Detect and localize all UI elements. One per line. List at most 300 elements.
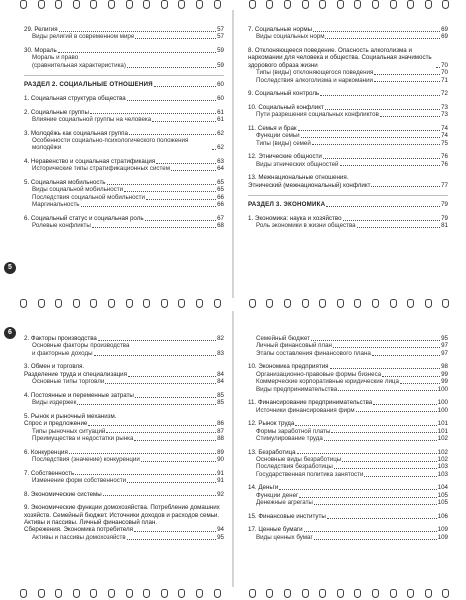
entry-title: Пути разрешения социальных конфликтов — [256, 111, 379, 119]
page-number: 79 — [441, 201, 448, 209]
entry-title: Виды этнических общностей — [256, 160, 339, 168]
page-number: 81 — [441, 222, 448, 230]
binding-ring — [143, 299, 150, 308]
toc-entry — [24, 130, 224, 137]
toc-column-bottom-left — [24, 335, 224, 547]
entry-title: Сбережения. Экономика потребителя — [24, 526, 133, 534]
toc-entry — [24, 470, 224, 477]
entry-title: 2. Факторы производства — [24, 335, 97, 342]
page-number: 70 — [441, 69, 448, 77]
dot-leader — [135, 38, 216, 39]
toc-group — [24, 392, 224, 407]
toc-subentry — [24, 435, 224, 442]
binding-ring — [407, 299, 414, 308]
dot-leader — [69, 453, 216, 454]
page-number-badge-top: 5 — [4, 262, 16, 274]
toc-subentry — [248, 132, 448, 139]
toc-entry — [24, 392, 224, 399]
toc-subentry — [248, 222, 448, 229]
page-number: 100 — [437, 406, 448, 414]
binding-ring — [302, 299, 309, 308]
entry-title: (сравнительная характеристика) — [32, 61, 126, 69]
entry-title: Типы (виды) отклоняющегося поведения — [256, 69, 374, 77]
binding-ring — [319, 0, 326, 9]
page-number: 101 — [437, 427, 448, 435]
dot-leader — [325, 109, 440, 110]
entry-title: Последствия (значение) конкуренции — [32, 456, 140, 464]
dot-leader — [90, 113, 216, 114]
page-number: 65 — [217, 186, 224, 194]
toc-group — [24, 158, 224, 173]
toc-group — [248, 104, 448, 119]
binding-ring — [319, 589, 326, 598]
page-number: 103 — [437, 470, 448, 478]
dot-leader — [311, 340, 440, 341]
binding-ring — [372, 589, 379, 598]
binding-ring — [196, 299, 203, 308]
binding-ring — [73, 299, 80, 308]
binding-ring — [161, 299, 168, 308]
entry-title: Виды ценных бумаг — [256, 533, 313, 541]
page-number: 60 — [217, 95, 224, 102]
toc-group — [248, 484, 448, 506]
page-number: 57 — [217, 26, 224, 33]
binding-ring — [337, 299, 344, 308]
dot-leader — [105, 383, 216, 384]
binding-ring — [38, 0, 45, 9]
dot-leader — [373, 404, 436, 405]
entry-title: Этапы составления финансового плана — [256, 349, 371, 357]
page-number: 61 — [217, 116, 224, 123]
entry-title: 6. Конкуренция — [24, 448, 68, 456]
toc-subentry — [24, 201, 224, 208]
binding-ring — [425, 0, 432, 9]
dot-leader — [312, 144, 440, 145]
toc-entry — [248, 26, 448, 33]
dot-leader — [357, 227, 441, 228]
page-gutter-bottom — [232, 311, 234, 587]
spiral-binding-middle — [0, 299, 466, 309]
dot-leader — [342, 461, 436, 462]
binding-ring — [319, 299, 326, 308]
binding-ring — [196, 0, 203, 9]
toc-group — [248, 215, 448, 230]
toc-subentry — [24, 186, 224, 193]
toc-entry — [248, 420, 448, 427]
entry-title: Формы заработной платы — [256, 427, 331, 435]
page-number: 109 — [437, 533, 448, 541]
dot-leader — [343, 220, 441, 221]
section-rule — [248, 195, 448, 196]
page-number: 66 — [217, 193, 224, 201]
toc-subentry — [248, 378, 448, 385]
dot-leader — [171, 170, 216, 171]
toc-entry — [248, 215, 448, 222]
dot-leader — [127, 67, 216, 68]
toc-group — [248, 174, 448, 189]
page-number: 105 — [437, 491, 448, 499]
page-number: 74 — [441, 124, 448, 132]
page-number: 97 — [441, 349, 448, 357]
page-number: 99 — [441, 370, 448, 378]
toc-subentry — [24, 194, 224, 201]
toc-entry — [24, 26, 224, 33]
dot-leader — [364, 476, 436, 477]
toc-group — [24, 491, 224, 498]
toc-entry — [24, 420, 224, 427]
dot-leader — [103, 495, 216, 496]
dot-leader — [325, 38, 440, 39]
binding-ring — [372, 0, 379, 9]
dot-leader — [134, 440, 216, 441]
toc-group — [24, 179, 224, 209]
toc-subentry — [24, 222, 224, 229]
binding-ring — [337, 589, 344, 598]
entry-title: Последствия алкоголизма и наркомании — [256, 76, 373, 84]
toc-group — [24, 95, 224, 102]
dot-leader — [127, 539, 216, 540]
toc-group — [24, 109, 224, 124]
toc-group — [24, 335, 224, 357]
dot-leader — [127, 100, 216, 101]
toc-column-top-left — [24, 26, 224, 236]
toc-entry — [248, 363, 448, 370]
binding-ring — [126, 0, 133, 9]
entry-title: Функции семьи — [256, 132, 300, 140]
toc-entry — [24, 81, 224, 88]
toc-group — [24, 26, 224, 41]
page-number: 84 — [217, 378, 224, 386]
entry-title: 8. Экономические системы — [24, 490, 102, 498]
dot-leader — [374, 81, 440, 82]
binding-ring — [372, 299, 379, 308]
binding-ring — [108, 299, 115, 308]
toc-entry — [24, 179, 224, 186]
toc-entry — [24, 215, 224, 222]
binding-ring — [178, 589, 185, 598]
entry-title: Маргинальность — [32, 201, 80, 209]
page-number: 105 — [437, 499, 448, 507]
dot-leader — [436, 67, 440, 68]
binding-ring — [90, 589, 97, 598]
page-number: 100 — [437, 399, 448, 407]
toc-group — [24, 363, 224, 385]
page-number: 73 — [441, 103, 448, 111]
entry-title: Основные виды безработицы — [256, 456, 342, 464]
toc-group — [248, 47, 448, 84]
page-number: 76 — [441, 160, 448, 168]
page-number: 92 — [217, 490, 224, 498]
entry-title: 3. Обмен и торговля. — [24, 363, 85, 371]
binding-ring — [73, 0, 80, 9]
entry-title: Источники финансирования фирм — [256, 406, 355, 414]
page-number: 66 — [217, 201, 224, 209]
toc-group — [24, 470, 224, 485]
toc-group — [248, 90, 448, 97]
page-number: 95 — [441, 335, 448, 342]
page-number: 59 — [217, 47, 224, 54]
page-number: 104 — [437, 484, 448, 492]
entry-title: Функции денег — [256, 491, 299, 499]
binding-ring — [407, 0, 414, 9]
section-rule — [24, 75, 224, 76]
toc-entry — [248, 125, 448, 132]
entry-title: Коммерческие корпоративные юридические лица — [256, 378, 399, 386]
binding-ring — [302, 589, 309, 598]
dot-leader — [374, 74, 440, 75]
toc-subentry — [248, 407, 448, 414]
page-number: 64 — [217, 165, 224, 173]
binding-ring — [425, 589, 432, 598]
page-number-badge-bottom: 6 — [4, 327, 16, 339]
page-number: 68 — [217, 222, 224, 230]
entry-title: 9. Экономические функции домохозяйства. Потребление домашних хозяйств. Семейный бюджет. Источники доходов и расходов семьи. Активы и пассивы. Личный финансовый план. — [24, 504, 220, 527]
entry-title: 7. Социальные нормы — [248, 26, 313, 33]
toc-entry — [248, 104, 448, 111]
binding-ring — [354, 589, 361, 598]
toc-entry — [248, 182, 448, 189]
page-number: 71 — [441, 76, 448, 84]
toc-subentry — [24, 33, 224, 40]
page-number: 95 — [217, 533, 224, 541]
entry-title: 1. Социальная структура общества — [24, 95, 126, 102]
toc-subentry — [248, 435, 448, 442]
page-number: 74 — [441, 132, 448, 140]
dot-leader — [304, 531, 437, 532]
entry-title: 5. Рынок и рыночный механизм. — [24, 412, 117, 420]
dot-leader — [380, 116, 440, 117]
entry-title: Активы и пассивы домохозяйств — [32, 533, 126, 541]
binding-ring — [442, 0, 449, 9]
dot-leader — [59, 31, 217, 32]
entry-title: 13. Безработица — [248, 448, 296, 456]
dot-leader — [156, 163, 216, 164]
dot-leader — [295, 425, 436, 426]
binding-ring — [249, 0, 256, 9]
page-number: 102 — [437, 435, 448, 443]
entry-title: 2. Социальные группы — [24, 108, 89, 116]
toc-subentry — [248, 492, 448, 499]
toc-entry — [248, 526, 448, 533]
toc-group — [248, 335, 448, 357]
binding-ring — [249, 589, 256, 598]
page-number: 106 — [437, 512, 448, 520]
entry-title: 30. Мораль — [24, 47, 57, 54]
entry-title: Денежные агрегаты — [256, 499, 313, 507]
toc-group — [248, 513, 448, 520]
binding-ring — [214, 0, 221, 9]
binding-ring — [90, 299, 97, 308]
entry-title: и факторные доходы — [32, 349, 93, 357]
entry-title: 4. Постоянные и переменные затраты — [24, 391, 134, 399]
toc-subentry — [248, 77, 448, 84]
page-number: 90 — [217, 456, 224, 464]
binding-ring — [20, 299, 27, 308]
entry-title: Организационно-правовые формы бизнеса — [256, 370, 382, 378]
binding-ring — [390, 589, 397, 598]
page-number: 77 — [441, 181, 448, 189]
page-number: 94 — [217, 526, 224, 534]
dot-leader — [372, 355, 440, 356]
toc-entry — [24, 491, 224, 498]
toc-subentry — [248, 69, 448, 76]
dot-leader — [297, 453, 437, 454]
entry-title: Последствия социальной мобильности — [32, 193, 145, 201]
binding-ring — [161, 0, 168, 9]
binding-ring — [425, 299, 432, 308]
page-number: 69 — [441, 26, 448, 33]
binding-ring — [73, 589, 80, 598]
dot-leader — [298, 130, 440, 131]
binding-ring — [126, 299, 133, 308]
page-number: 75 — [441, 139, 448, 147]
dot-leader — [146, 199, 216, 200]
page-number: 73 — [441, 111, 448, 119]
binding-ring — [214, 589, 221, 598]
page-number: 99 — [441, 378, 448, 386]
toc-subentry — [24, 350, 224, 357]
entry-title: 8. Отклоняющееся поведение. Опасность алкоголизма и наркомании для человека и общества. Социальная значимость здорового образа жизни — [248, 47, 432, 69]
binding-ring — [266, 0, 273, 9]
toc-subentry — [248, 471, 448, 478]
toc-subentry — [248, 386, 448, 393]
toc-column-bottom-right — [248, 335, 448, 547]
page-number: 102 — [437, 456, 448, 464]
section-heading — [248, 201, 448, 208]
binding-ring — [108, 0, 115, 9]
dot-leader — [75, 474, 216, 475]
dot-leader — [145, 220, 217, 221]
entry-title: Спрос и предложение — [24, 420, 88, 428]
toc-subentry — [24, 399, 224, 406]
entry-title: Основные типы торговли — [32, 378, 105, 386]
toc-entry — [24, 158, 224, 165]
page-number: 79 — [441, 214, 448, 222]
toc-subentry — [24, 456, 224, 463]
dot-leader — [77, 404, 216, 405]
binding-ring — [354, 299, 361, 308]
binding-ring — [126, 589, 133, 598]
dot-leader — [324, 440, 437, 441]
dot-leader — [334, 468, 437, 469]
toc-subentry — [248, 335, 448, 342]
page-number: 101 — [437, 420, 448, 428]
toc-entry — [248, 484, 448, 491]
dot-leader — [141, 461, 216, 462]
binding-ring — [284, 0, 291, 9]
toc-entry — [24, 47, 224, 54]
entry-title: 9. Социальный контроль — [248, 90, 320, 98]
dot-leader — [128, 376, 216, 377]
toc-subentry — [24, 477, 224, 484]
page-number: 84 — [217, 370, 224, 378]
toc-subentry — [248, 140, 448, 147]
entry-title: Этнический (межнациональный) конфликт — [248, 181, 371, 189]
page-number: 82 — [217, 335, 224, 342]
entry-title: Роль экономики в жизни общества — [256, 222, 356, 230]
entry-title: 4. Неравенство и социальная стратификация — [24, 158, 156, 165]
page-number: 97 — [441, 342, 448, 350]
page-number: 72 — [441, 90, 448, 98]
binding-ring — [302, 0, 309, 9]
entry-title: Виды социальных норм — [256, 33, 325, 41]
dot-leader — [330, 368, 441, 369]
dot-leader — [58, 52, 216, 53]
binding-ring — [90, 0, 97, 9]
entry-title: Стимулирование труда — [256, 435, 323, 443]
binding-ring — [161, 589, 168, 598]
toc-subentry — [248, 111, 448, 118]
binding-ring — [354, 0, 361, 9]
dot-leader — [152, 121, 216, 122]
toc-subentry — [248, 534, 448, 541]
dot-leader — [81, 206, 217, 207]
entry-title: Исторические типы стратификационных систем — [32, 165, 170, 173]
binding-ring — [442, 299, 449, 308]
entry-title: Изменение форм собственности — [32, 477, 127, 485]
page-number: 87 — [217, 427, 224, 435]
toc-subentry — [248, 33, 448, 40]
binding-ring — [284, 299, 291, 308]
dot-leader — [92, 227, 216, 228]
toc-entry — [248, 153, 448, 160]
toc-entry — [24, 449, 224, 456]
binding-ring — [196, 589, 203, 598]
toc-group — [24, 413, 224, 443]
entry-title: Типы рыночных ситуаций — [32, 427, 106, 435]
page-number: 61 — [217, 108, 224, 116]
spiral-binding-top — [0, 0, 466, 10]
toc-subentry — [248, 342, 448, 349]
binding-ring — [38, 589, 45, 598]
toc-entry — [24, 371, 224, 378]
page-gutter-top — [232, 10, 234, 298]
toc-entry — [24, 95, 224, 102]
binding-ring — [390, 299, 397, 308]
binding-ring — [20, 589, 27, 598]
page-number: 63 — [217, 158, 224, 165]
binding-ring — [178, 0, 185, 9]
toc-subentry — [24, 534, 224, 541]
toc-entry — [248, 201, 448, 208]
dot-leader — [106, 432, 216, 433]
entry-title: РАЗДЕЛ 3. ЭКОНОМИКА — [248, 201, 326, 209]
toc-group — [24, 504, 224, 541]
dot-leader — [382, 376, 440, 377]
toc-column-top-right — [248, 26, 448, 236]
toc-entry — [24, 109, 224, 116]
entry-title: Ролевые конфликты — [32, 222, 91, 230]
toc-subentry — [24, 165, 224, 172]
toc-subentry — [24, 62, 224, 69]
dot-leader — [331, 432, 436, 433]
toc-group — [24, 130, 224, 152]
toc-entry — [24, 335, 224, 342]
dot-leader — [279, 489, 436, 490]
dot-leader — [98, 340, 216, 341]
toc-subentry — [248, 456, 448, 463]
dot-leader — [301, 137, 441, 138]
toc-subentry — [248, 161, 448, 168]
page-number: 91 — [217, 469, 224, 477]
toc-entry — [248, 399, 448, 406]
dot-leader — [212, 149, 216, 150]
entry-title: 1. Экономика: наука и хозяйство — [248, 214, 342, 222]
binding-ring — [442, 589, 449, 598]
entry-title: 5. Социальная мобильность — [24, 179, 106, 186]
dot-leader — [124, 191, 216, 192]
toc-subentry — [24, 116, 224, 123]
